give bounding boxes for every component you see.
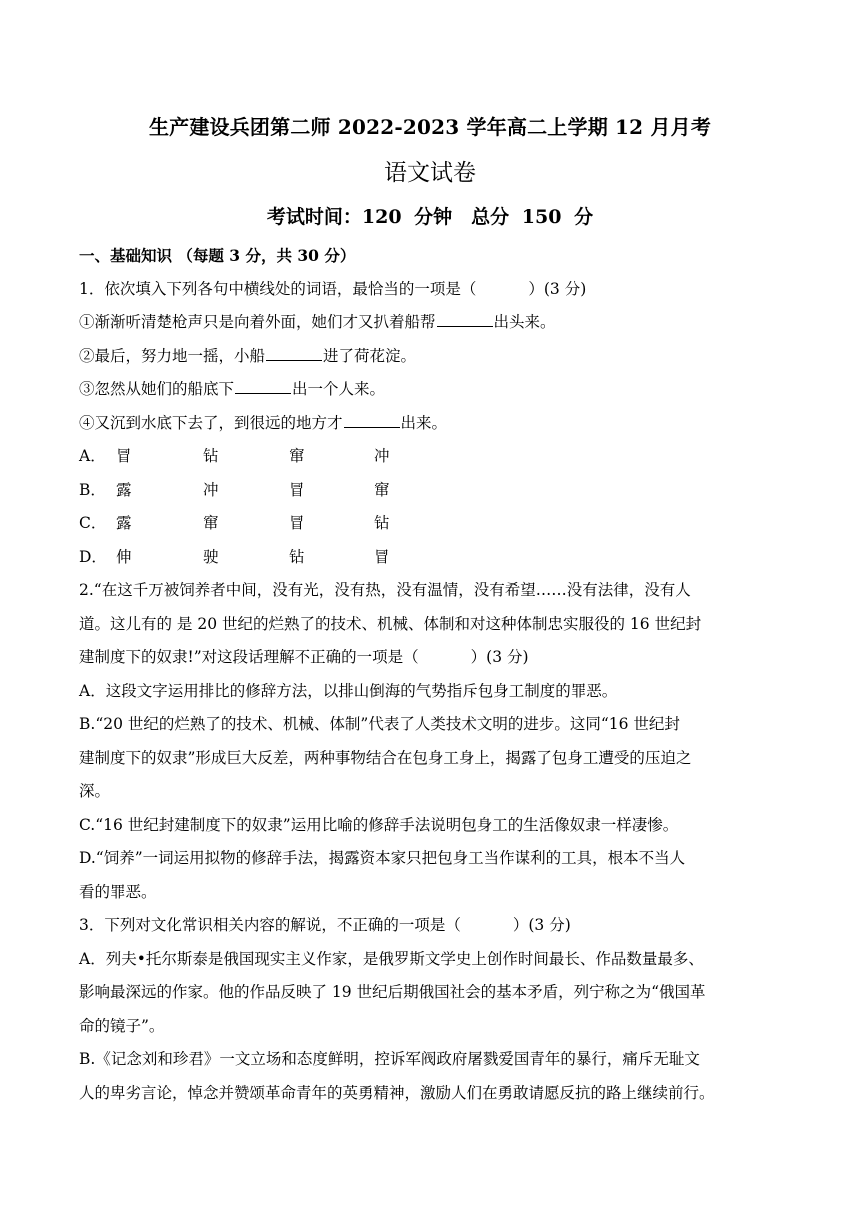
question-score: ）(3 分) [512, 916, 571, 934]
question-3-option-a-line-1: A．列夫•托尔斯泰是俄国现实主义作家，是俄罗斯文学史上创作时间最长、作品数量最多、 [79, 949, 704, 968]
sentence-text: ③忽然从她们的船底下 [79, 380, 235, 398]
sentence-text: 出来。 [400, 413, 448, 432]
question-3-stem [79, 909, 779, 943]
option-letter: A． [79, 447, 106, 465]
question-1-option-d [79, 541, 779, 575]
option-letter: C． [79, 514, 107, 532]
question-2-line-2: 道。这儿有的 是 20 世纪的烂熟了的技术、机械、体制和对这种体制忠实服役的 16 世纪封 [79, 614, 702, 633]
question-1-option-a [79, 440, 779, 474]
question-1-option-c [79, 507, 779, 541]
page-title: 生产建设兵团第二师 2022-2023 学年高二上学期 12 月月考 [148, 115, 712, 139]
option-word: 冒 [116, 447, 132, 465]
option-word: 冲 [203, 480, 219, 499]
question-2-option-d-line-1: D.“饲养”一词运用拟物的修辞手法，揭露资本家只把包身工当作谋利的工具，根本不当人 [79, 849, 686, 867]
sentence-text: 进了荷花淀。 [323, 346, 417, 365]
question-1-sentence-1 [79, 306, 779, 340]
question-text: 1．依次填入下列各句中横线处的词语，最恰当的一项是（ [79, 279, 477, 298]
exam-content [79, 239, 779, 1110]
fill-blank [437, 308, 493, 327]
question-1-sentence-3 [79, 373, 779, 407]
option-letter: B． [79, 480, 106, 499]
sentence-text: ①渐渐听清楚枪声只是向着外面，她们才又扒着船帮 [79, 313, 436, 331]
question-2-option-d-line-2: 看的罪恶。 [79, 882, 157, 901]
question-2-option-b-line-2: 建制度下的奴隶”形成巨大反差，两种事物结合在包身工身上，揭露了包身工遭受的压迫之 [79, 748, 692, 767]
section-heading: 一、基础知识 （每题 3 分，共 30 分） [79, 246, 356, 265]
option-word: 驶 [203, 547, 219, 566]
question-2-option-b-line-1: B.“20 世纪的烂熟了的技术、机械、体制”代表了人类技术文明的进步。这同“16 世纪封 [79, 715, 680, 733]
question-3-option-a-line-2: 影响最深远的作家。他的作品反映了 19 世纪后期俄国社会的基本矛盾，列宁称之为“俄国革 [79, 983, 706, 1001]
question-1-sentence-4 [79, 407, 779, 441]
question-2-option-a: A．这段文字运用排比的修辞方法，以排山倒海的气势指斥包身工制度的罪恶。 [79, 681, 618, 700]
sentence-text: ②最后，努力地一摇，小船 [79, 346, 266, 365]
option-word: 钻 [374, 514, 390, 532]
option-word: 窜 [374, 480, 390, 499]
question-text: 建制度下的奴隶!”对这段话理解不正确的一项是（ [79, 648, 419, 666]
sentence-text: 出一个人来。 [292, 380, 386, 398]
question-1-stem [79, 273, 779, 307]
question-3-option-b-line-2: 人的卑劣言论，悼念并赞颂革命青年的英勇精神，激励人们在勇敢请愿反抗的路上继续前行。 [79, 1083, 715, 1102]
fill-blank [235, 375, 291, 394]
option-word: 窜 [203, 514, 219, 532]
question-3-option-b-line-1: B.《记念刘和珍君》一文立场和态度鲜明，控诉军阀政府屠戮爱国青年的暴行，痛斥无耻文 [79, 1050, 700, 1068]
option-letter: D． [79, 547, 107, 566]
question-3-option-a-line-3: 命的镜子”。 [79, 1016, 165, 1035]
option-word: 钻 [203, 447, 219, 465]
question-2-option-b-line-3: 深。 [79, 782, 111, 800]
option-word: 冒 [374, 547, 390, 566]
option-word: 窜 [289, 447, 305, 465]
option-word: 伸 [116, 547, 132, 566]
option-word: 冒 [289, 480, 305, 499]
question-1-option-b [79, 474, 779, 508]
question-score: ）(3 分) [470, 648, 529, 666]
fill-blank [344, 409, 400, 428]
fill-blank [266, 342, 322, 361]
question-2-option-c: C.“16 世纪封建制度下的奴隶”运用比喻的修辞手法说明包身工的生活像奴隶一样凄惨。 [79, 815, 679, 834]
exam-info: 考试时间：120 分钟 总分 150 分 [266, 206, 594, 228]
question-text: 3．下列对文化常识相关内容的解说，不正确的一项是（ [79, 916, 461, 934]
option-word: 露 [116, 514, 132, 532]
option-word: 钻 [289, 547, 305, 566]
page-subtitle: 语文试卷 [384, 160, 476, 186]
option-word: 冲 [374, 447, 390, 465]
option-word: 露 [116, 480, 132, 499]
sentence-text: 出头来。 [493, 313, 556, 331]
question-score: ）(3 分) [528, 279, 587, 298]
option-word: 冒 [289, 514, 305, 532]
sentence-text: ④又沉到水底下去了，到很远的地方才 [79, 413, 343, 432]
question-2-line-3 [79, 641, 779, 675]
question-2-line-1: 2.“在这千万被饲养者中间，没有光，没有热，没有温情，没有希望……没有法律，没有人 [79, 581, 691, 599]
question-1-sentence-2 [79, 340, 779, 374]
